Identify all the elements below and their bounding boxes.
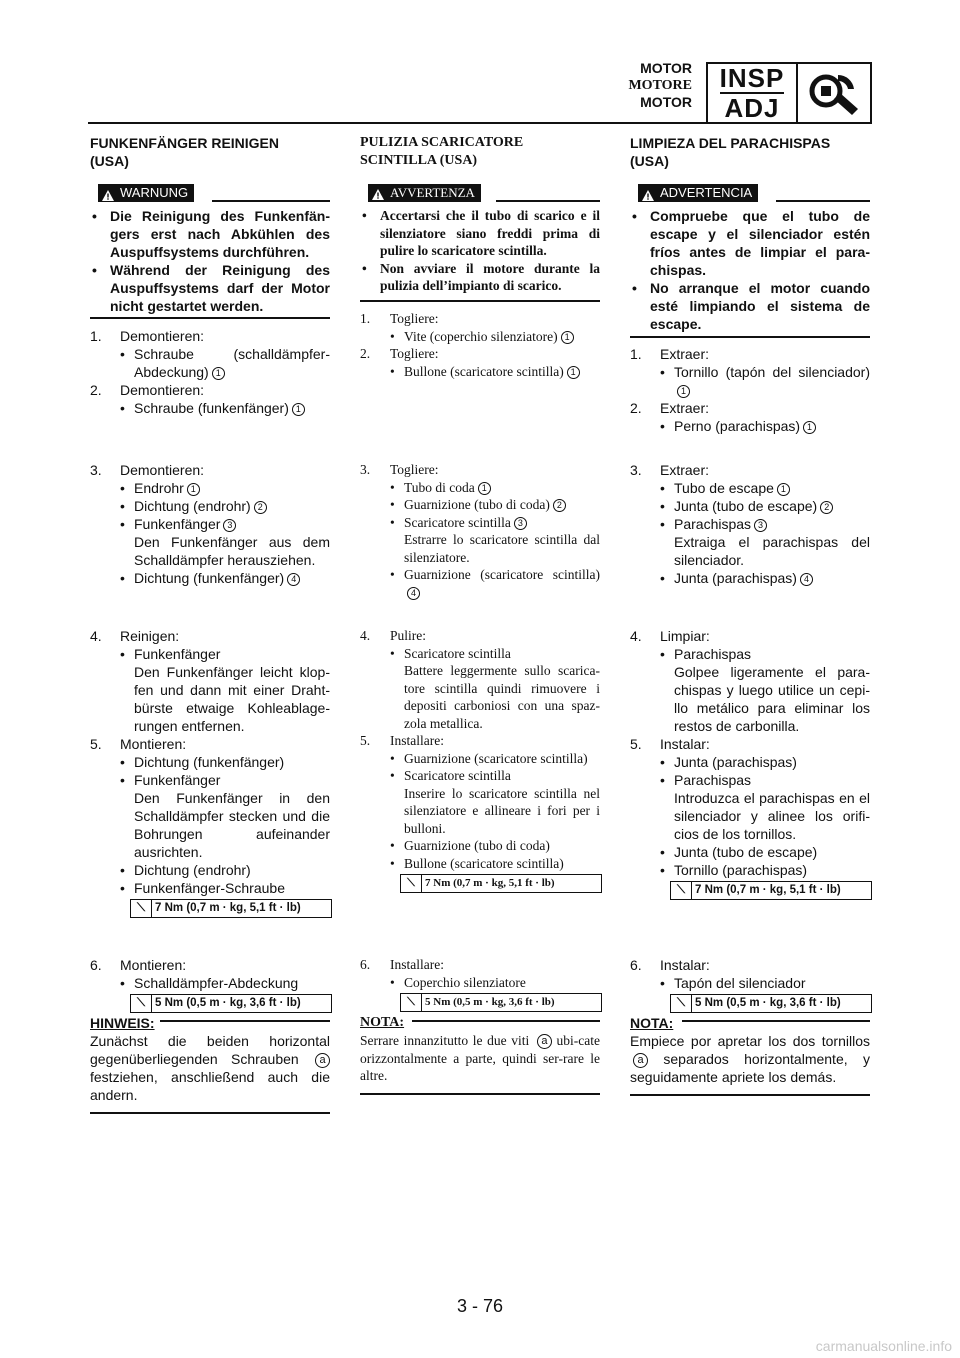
list-item: • Scaricatore scintilla bbox=[360, 767, 600, 785]
item-description: Golpee ligeramente el para-chispas y luego utilice un cepi-llo metálico para eliminar los restos de carbonilla. bbox=[674, 664, 870, 734]
list-item: • Junta (tubo de escape) bbox=[630, 843, 870, 861]
note-block bbox=[360, 1014, 600, 1095]
step-heading: 1. Togliere: bbox=[360, 311, 439, 326]
note-block bbox=[90, 1014, 330, 1114]
step-number: 6. bbox=[90, 957, 102, 973]
step-number: 3. bbox=[630, 462, 642, 478]
steps-1-2 bbox=[630, 345, 870, 435]
step-heading: 6. Montieren: bbox=[90, 957, 187, 973]
note-text: Empiece por apretar los dos tornillos a separados horizontalmente, y seguidamente apriete los demás. bbox=[630, 1033, 870, 1085]
warning-icon bbox=[372, 187, 384, 205]
note-end-rule bbox=[90, 1112, 330, 1114]
list-item: • Dichtung (funkenfänger) bbox=[90, 753, 330, 771]
warning-item: • Compruebe que el tubo de escape y el silenciador estén fríos antes de limpiar el para-chispas. bbox=[630, 207, 870, 279]
step-number: 3. bbox=[360, 462, 371, 477]
note-label: NOTA: bbox=[630, 1015, 674, 1031]
insp-adj-badge bbox=[706, 62, 872, 124]
item-description: Estrarre lo scaricatore scintilla dal silenziatore. bbox=[404, 532, 600, 565]
step-heading: 5. Montieren: bbox=[90, 736, 187, 752]
list-item: • Tubo de escape 1 bbox=[630, 479, 870, 497]
torque-spec bbox=[670, 994, 872, 1013]
step-heading: 4. Reinigen: bbox=[90, 628, 180, 644]
step-number: 1. bbox=[90, 328, 102, 344]
step-3 bbox=[630, 461, 870, 587]
warning-banner bbox=[360, 184, 600, 204]
badge-adj: ADJ bbox=[724, 93, 780, 123]
ref-letter: a bbox=[315, 1053, 330, 1068]
list-item: • Junta (tubo de escape) 2 bbox=[630, 497, 870, 515]
list-item: • Dichtung (endrohr) 2 bbox=[90, 497, 330, 515]
list-item: • Dichtung (funkenfänger) 4 bbox=[90, 569, 330, 587]
torque-value: 7 Nm (0,7 m · kg, 5,1 ft · lb) bbox=[155, 902, 301, 914]
step-number: 4. bbox=[90, 628, 102, 644]
section-label-de: MOTOR bbox=[640, 60, 692, 76]
note-text: Zunächst die beiden horizontal gegenüberliegenden Schrauben a festziehen, anschließend auch die andern. bbox=[90, 1033, 330, 1103]
item-description: Den Funkenfänger in den Schalldämpfer stecken und die Bohrungen aufeinander ausrichten. bbox=[134, 790, 330, 860]
list-item: • Junta (parachispas) bbox=[630, 753, 870, 771]
warning-list bbox=[90, 207, 330, 315]
warning-end-rule bbox=[360, 300, 600, 302]
ref-number: 1 bbox=[212, 367, 225, 380]
torque-value: 7 Nm (0,7 m · kg, 5,1 ft · lb) bbox=[695, 884, 841, 896]
warning-label: ADVERTENCIA bbox=[638, 184, 758, 202]
warning-end-rule bbox=[90, 317, 330, 319]
torque-wrench-icon: ⟍ bbox=[401, 875, 422, 892]
ref-number: 1 bbox=[677, 385, 690, 398]
torque-wrap bbox=[630, 879, 870, 901]
list-item: • Scaricatore scintilla 3 bbox=[360, 514, 600, 532]
torque-wrap bbox=[360, 872, 600, 894]
warning-item: • Accertarsi che il tubo di scarico e il silenziatore siano freddi prima di pulire lo scaricatore scintilla. bbox=[360, 207, 600, 260]
step-number: 4. bbox=[360, 628, 371, 643]
torque-wrench-icon: ⟍ bbox=[131, 900, 152, 917]
item-description: Den Funkenfänger aus dem Schalldämpfer herausziehen. bbox=[134, 534, 330, 568]
ref-number: 2 bbox=[254, 501, 267, 514]
list-item: • Guarnizione (tubo di coda) 2 bbox=[360, 496, 600, 514]
list-item: • Tornillo (tapón del silenciador)1 bbox=[630, 363, 870, 399]
wrench-gauge-icon bbox=[798, 64, 870, 122]
ref-number: 1 bbox=[292, 403, 305, 416]
warning-end-rule bbox=[630, 336, 870, 338]
list-item: • Coperchio silenziatore bbox=[360, 974, 600, 992]
steps-1-2 bbox=[90, 327, 330, 417]
ref-number: 1 bbox=[777, 483, 790, 496]
note-end-rule bbox=[630, 1094, 870, 1096]
step-number: 3. bbox=[90, 462, 102, 478]
list-item: • Funkenfänger-Schraube bbox=[90, 879, 330, 897]
note-label: NOTA: bbox=[360, 1015, 405, 1030]
item-description: Den Funkenfänger leicht klop-fen und dann mit einer Draht-bürste etwaige Kohleablage-rungen entfernen. bbox=[134, 664, 330, 734]
step-number: 2. bbox=[360, 346, 371, 361]
list-item: • Guarnizione (tubo di coda) bbox=[360, 837, 600, 855]
section-label-es: MOTOR bbox=[640, 94, 692, 110]
header-rule bbox=[88, 122, 870, 124]
step-heading: 6. Installare: bbox=[360, 957, 444, 972]
item-description: Extraiga el parachispas del silenciador. bbox=[674, 534, 870, 568]
torque-spec bbox=[130, 994, 332, 1013]
warning-rule bbox=[212, 200, 330, 202]
ref-number: 1 bbox=[803, 421, 816, 434]
torque-spec bbox=[400, 874, 602, 893]
list-item: • Guarnizione (scaricatore scintilla)4 bbox=[360, 566, 600, 601]
note-rule bbox=[160, 1020, 330, 1022]
step-6 bbox=[90, 956, 330, 1014]
ref-number: 1 bbox=[561, 331, 574, 344]
warning-banner bbox=[630, 184, 870, 204]
step-3 bbox=[90, 461, 330, 587]
warning-list bbox=[630, 207, 870, 333]
ref-number: 2 bbox=[553, 499, 566, 512]
ref-number: 1 bbox=[478, 482, 491, 495]
steps-4-5 bbox=[90, 627, 330, 919]
torque-value: 5 Nm (0,5 m · kg, 3,6 ft · lb) bbox=[695, 997, 841, 1009]
list-item: • Perno (parachispas) 1 bbox=[630, 417, 870, 435]
list-item: • Dichtung (endrohr) bbox=[90, 861, 330, 879]
ref-number: 1 bbox=[187, 483, 200, 496]
torque-value: 7 Nm (0,7 m · kg, 5,1 ft · lb) bbox=[425, 877, 555, 889]
step-heading: 1. Demontieren: bbox=[90, 328, 205, 344]
step-heading: 3. Demontieren: bbox=[90, 462, 205, 478]
ref-number: 4 bbox=[800, 573, 813, 586]
list-item: • Scaricatore scintilla bbox=[360, 645, 600, 663]
ref-number: 3 bbox=[514, 517, 527, 530]
steps-1-2 bbox=[360, 310, 600, 380]
step-heading: 5. Instalar: bbox=[630, 736, 710, 752]
note-heading bbox=[360, 1014, 600, 1032]
note-text: Serrare innanzitutto le due viti a ubi-cate orizzontalmente a parte, quindi ser-rare le altre. bbox=[360, 1033, 600, 1083]
section-labels bbox=[628, 60, 692, 111]
torque-wrench-icon: ⟍ bbox=[131, 995, 152, 1012]
list-item: • Endrohr 1 bbox=[90, 479, 330, 497]
warning-icon bbox=[102, 187, 114, 205]
torque-wrap bbox=[630, 992, 870, 1014]
ref-letter: a bbox=[537, 1034, 552, 1049]
step-number: 4. bbox=[630, 628, 642, 644]
torque-wrap bbox=[360, 991, 600, 1013]
item-description: Introduzca el parachispas en el silenciador y alinee los orifi-cios de los tornillos. bbox=[674, 790, 870, 842]
item-description: Battere leggermente sullo scarica-tore scintilla quindi rimuovere i depositi carboniosi con una spaz-zola metallica. bbox=[404, 663, 600, 731]
note-heading bbox=[630, 1014, 870, 1032]
section-title: PULIZIA SCARICATORE SCINTILLA (USA) bbox=[360, 135, 524, 168]
list-item: • Vite (coperchio silenziatore) 1 bbox=[360, 328, 600, 346]
step-heading: 2. Togliere: bbox=[360, 346, 439, 361]
torque-spec bbox=[130, 899, 332, 918]
step-number: 5. bbox=[630, 736, 642, 752]
list-item: • Parachispas bbox=[630, 645, 870, 663]
warning-item: • Non avviare il motore durante la pulizia dell’impianto di scarico. bbox=[360, 260, 600, 295]
note-rule bbox=[412, 1020, 600, 1022]
warning-item: • Die Reinigung des Funkenfän-gers erst nach Abkühlen des Auspuffsystems durchführen. bbox=[90, 207, 330, 261]
warning-banner bbox=[90, 184, 330, 204]
torque-wrap bbox=[90, 897, 330, 919]
step-number: 1. bbox=[360, 311, 371, 326]
torque-wrap bbox=[90, 992, 330, 1014]
note-heading bbox=[90, 1014, 330, 1032]
section-title: LIMPIEZA DEL PARACHISPAS (USA) bbox=[630, 135, 831, 169]
torque-value: 5 Nm (0,5 m · kg, 3,6 ft · lb) bbox=[155, 997, 301, 1009]
step-6 bbox=[630, 956, 870, 1014]
step-3 bbox=[360, 461, 600, 601]
ref-number: 4 bbox=[287, 573, 300, 586]
section-label-it: MOTORE bbox=[628, 78, 692, 93]
warning-list bbox=[360, 207, 600, 295]
warning-label: AVVERTENZA bbox=[368, 184, 481, 202]
warning-item: • Während der Reinigung des Auspuffsystems darf der Motor nicht gestartet werden. bbox=[90, 261, 330, 315]
ref-number: 3 bbox=[754, 519, 767, 532]
step-heading: 4. Limpiar: bbox=[630, 628, 710, 644]
step-number: 5. bbox=[360, 733, 371, 748]
list-item: • Schraube (schalldämpfer-Abdeckung) 1 bbox=[90, 345, 330, 381]
warning-icon bbox=[642, 187, 654, 205]
list-item: • Junta (parachispas) 4 bbox=[630, 569, 870, 587]
warning-rule bbox=[496, 200, 600, 202]
step-heading: 1. Extraer: bbox=[630, 346, 710, 362]
list-item: • Bullone (scaricatore scintilla) 1 bbox=[360, 363, 600, 381]
list-item: • Guarnizione (scaricatore scintilla) bbox=[360, 750, 600, 768]
note-rule bbox=[682, 1020, 870, 1022]
step-number: 2. bbox=[630, 400, 642, 416]
note-label: HINWEIS: bbox=[90, 1015, 155, 1031]
list-item: • Funkenfänger bbox=[90, 771, 330, 789]
item-description: Inserire lo scaricatore scintilla nel silenziatore e allineare i fori per i bulloni. bbox=[404, 785, 600, 836]
step-heading: 5. Installare: bbox=[360, 733, 444, 748]
section-title: FUNKENFÄNGER REINIGEN (USA) bbox=[90, 135, 280, 169]
step-number: 6. bbox=[630, 957, 642, 973]
list-item: • Parachispas 3 bbox=[630, 515, 870, 533]
warning-label: WARNUNG bbox=[98, 184, 194, 202]
step-heading: 2. Demontieren: bbox=[90, 382, 205, 398]
list-item: • Tornillo (parachispas) bbox=[630, 861, 870, 879]
step-number: 2. bbox=[90, 382, 102, 398]
note-block bbox=[630, 1014, 870, 1096]
list-item: • Parachispas bbox=[630, 771, 870, 789]
watermark: carmanualsonline.info bbox=[815, 1338, 952, 1354]
torque-wrench-icon: ⟍ bbox=[671, 882, 692, 899]
step-heading: 3. Extraer: bbox=[630, 462, 710, 478]
steps-4-5 bbox=[360, 627, 600, 894]
list-item: • Schalldämpfer-Abdeckung bbox=[90, 974, 330, 992]
torque-wrench-icon: ⟍ bbox=[671, 995, 692, 1012]
list-item: • Schraube (funkenfänger) 1 bbox=[90, 399, 330, 417]
torque-spec bbox=[400, 993, 602, 1012]
note-end-rule bbox=[360, 1093, 600, 1095]
warning-rule bbox=[776, 200, 870, 202]
ref-number: 2 bbox=[820, 501, 833, 514]
step-6 bbox=[360, 956, 600, 1013]
badge-insp: INSP bbox=[719, 63, 785, 93]
step-heading: 6. Instalar: bbox=[630, 957, 710, 973]
step-heading: 4. Pulire: bbox=[360, 628, 426, 643]
ref-number: 3 bbox=[223, 519, 236, 532]
steps-4-5 bbox=[630, 627, 870, 901]
ref-number: 4 bbox=[407, 587, 420, 600]
step-number: 6. bbox=[360, 957, 371, 972]
step-number: 1. bbox=[630, 346, 642, 362]
page-number: 3 - 76 bbox=[456, 1296, 504, 1316]
list-item: • Funkenfänger 3 bbox=[90, 515, 330, 533]
list-item: • Funkenfänger bbox=[90, 645, 330, 663]
torque-value: 5 Nm (0,5 m · kg, 3,6 ft · lb) bbox=[425, 996, 555, 1008]
list-item: • Bullone (scaricatore scintilla) bbox=[360, 855, 600, 873]
list-item: • Tubo di coda 1 bbox=[360, 479, 600, 497]
step-number: 5. bbox=[90, 736, 102, 752]
step-heading: 3. Togliere: bbox=[360, 462, 439, 477]
warning-item: • No arranque el motor cuando esté limpiando el sistema de escape. bbox=[630, 279, 870, 333]
ref-letter: a bbox=[633, 1053, 648, 1068]
torque-spec bbox=[670, 881, 872, 900]
list-item: • Tapón del silenciador bbox=[630, 974, 870, 992]
step-heading: 2. Extraer: bbox=[630, 400, 710, 416]
ref-number: 1 bbox=[567, 366, 580, 379]
torque-wrench-icon: ⟍ bbox=[401, 994, 422, 1011]
